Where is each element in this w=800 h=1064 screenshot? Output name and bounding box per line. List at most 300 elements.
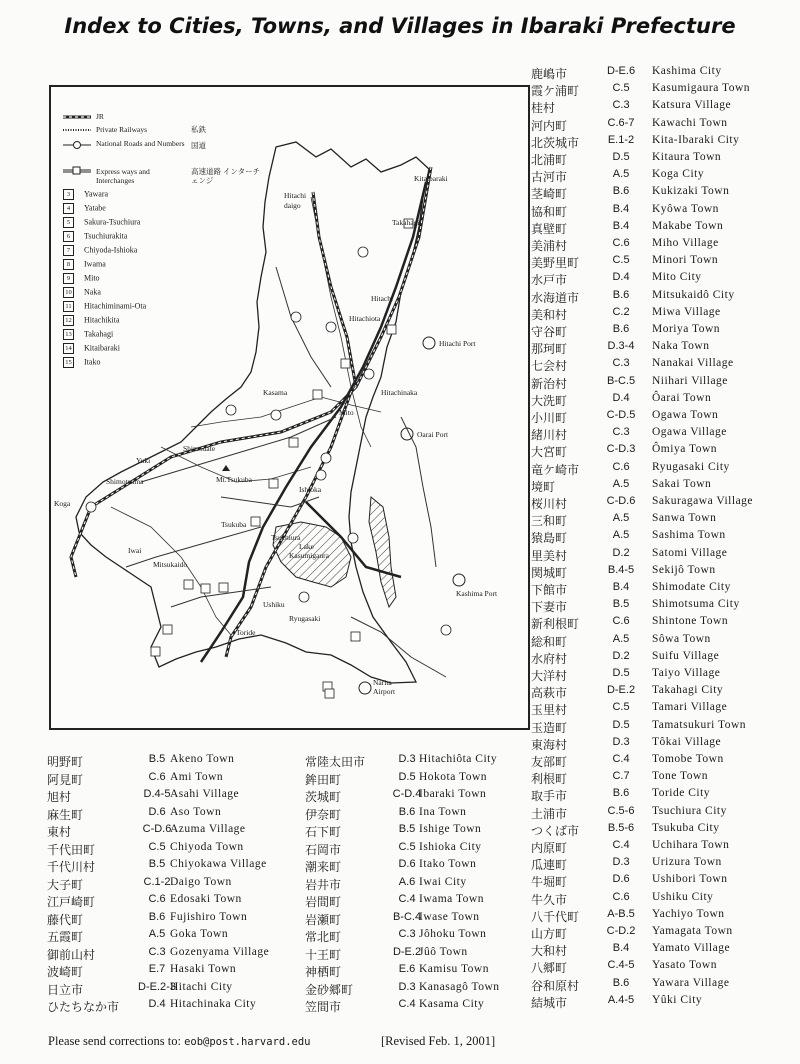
legend-national-roads: National Roads and Numbers [96, 139, 185, 148]
map-label: Shimotsuma [106, 477, 144, 486]
entry-grid-code: C.6 [612, 460, 630, 473]
entry-japanese-name: 大宮町 [531, 445, 568, 460]
entry-grid-code: D.3 [612, 856, 630, 869]
entry-japanese-name: 猿島町 [531, 531, 568, 546]
entry-grid-code: D.5 [398, 770, 416, 783]
entry-grid-code: D-E.2 [606, 684, 636, 697]
entry-english-name: Minori Town [652, 254, 719, 267]
legend-national-roads-jp: 国道 [191, 141, 206, 150]
entry-japanese-name: 水海道市 [531, 290, 580, 305]
entry-grid-code: B-C.4 [392, 910, 422, 923]
entry-japanese-name: 北浦町 [531, 153, 568, 167]
entry-english-name: Kita-Ibaraki City [652, 133, 740, 146]
entry-japanese-name: 境町 [531, 479, 556, 494]
map-label: Hitachiota [349, 314, 381, 323]
legend-interchange: 6 Tsuchiurakita [63, 231, 127, 242]
entry-japanese-name: 桂村 [531, 101, 556, 116]
entry-english-name: Aso Town [170, 805, 222, 818]
entry-japanese-name: 美和村 [531, 307, 568, 322]
entry-english-name: Mito City [652, 271, 702, 284]
entry-english-name: Fujishiro Town [170, 910, 248, 923]
entry-grid-code: B.4 [612, 942, 630, 955]
entry-grid-code: B.6 [612, 323, 630, 335]
entry-japanese-name: 千代田町 [47, 842, 96, 857]
entry-english-name: Ômiya Town [652, 443, 717, 456]
entry-english-name: Mitsukaidô City [652, 288, 735, 301]
entry-english-name: Tamatsukuri Town [652, 718, 747, 731]
entry-english-name: Naka Town [652, 340, 710, 353]
entry-japanese-name: 七会村 [531, 359, 568, 374]
entry-japanese-name: 江戸崎町 [47, 895, 96, 909]
legend-interchange: 9 Mito [63, 273, 100, 284]
entry-japanese-name: つくば市 [531, 823, 580, 838]
entry-grid-code: A.5 [612, 168, 630, 181]
entry-english-name: Chiyoda Town [170, 840, 244, 853]
map-label: daigo [284, 201, 301, 210]
entry-japanese-name: 新利根町 [531, 617, 580, 632]
entry-english-name: Jûô Town [419, 945, 468, 958]
entry-japanese-name: 大和村 [531, 944, 568, 959]
entry-japanese-name: 総和町 [531, 634, 568, 649]
legend-interchange: 4 Yatabe [63, 203, 106, 214]
entry-english-name: Shimodate City [652, 581, 731, 593]
entry-japanese-name: 利根町 [531, 772, 568, 787]
legend-jr: JR [96, 112, 104, 121]
entry-english-name: Ogawa Town [652, 409, 719, 421]
entry-english-name: Ôarai Town [652, 391, 712, 404]
entry-japanese-name: 下館市 [531, 583, 568, 597]
entry-grid-code: C.5 [612, 82, 630, 95]
entry-grid-code: B.4 [612, 219, 630, 232]
entry-grid-code: D-E.2-3 [138, 980, 176, 993]
entry-grid-code: A.5 [612, 477, 630, 490]
legend-expressways-jp: 高速道路 インターチェンジ [191, 167, 261, 185]
entry-japanese-name: 下妻市 [531, 600, 568, 615]
legend-private-railways-jp: 私鉄 [191, 125, 206, 134]
entry-english-name: Sekijô Town [652, 563, 716, 576]
entry-grid-code: C-D.5 [606, 409, 636, 421]
legend-interchange: 10 Naka [63, 287, 101, 298]
entry-english-name: Tone Town [652, 770, 709, 783]
entry-english-name: Koga City [652, 168, 705, 181]
entry-grid-code: C.7 [612, 770, 630, 783]
entry-japanese-name: 霞ケ浦町 [531, 84, 580, 99]
entry-english-name: Ushibori Town [652, 873, 728, 886]
entry-japanese-name: 山方町 [531, 927, 568, 941]
entry-grid-code: C.4 [398, 893, 416, 905]
entry-grid-code: D.2 [612, 649, 630, 662]
entry-japanese-name: 谷和原村 [531, 978, 580, 993]
entry-japanese-name: 水府村 [531, 651, 568, 666]
entry-english-name: Uchihara Town [652, 839, 730, 851]
map-label: Toride [236, 628, 256, 637]
entry-grid-code: C.3 [612, 426, 630, 439]
map-label: Shimodate [183, 444, 216, 453]
entry-japanese-name: ひたちなか市 [47, 1000, 120, 1014]
entry-english-name: Iwama Town [419, 893, 484, 905]
entry-english-name: Tomobe Town [652, 753, 724, 765]
entry-grid-code: C.6 [612, 615, 630, 628]
entry-japanese-name: 石下町 [305, 825, 342, 839]
entry-japanese-name: 千代川村 [47, 860, 96, 874]
map-label: Hitachi [371, 294, 394, 303]
entry-grid-code: C.1-2 [143, 875, 171, 888]
entry-english-name: Shintone Town [652, 615, 729, 628]
entry-japanese-name: 高萩市 [531, 686, 568, 701]
entry-japanese-name: 笠間市 [305, 1000, 342, 1014]
entry-english-name: Sôwa Town [652, 632, 711, 645]
map-label: Ryugasaki [289, 614, 321, 623]
entry-english-name: Itako Town [419, 858, 477, 870]
entry-english-name: Goka Town [170, 928, 229, 940]
map-label: Airport [373, 687, 396, 696]
entry-english-name: Jôhoku Town [419, 928, 487, 940]
entry-grid-code: A.6 [398, 875, 416, 888]
entry-english-name: Kawachi Town [652, 116, 728, 129]
entry-japanese-name: 茨城町 [305, 790, 342, 804]
entry-grid-code: B.5 [148, 858, 166, 870]
entry-japanese-name: 東海村 [531, 737, 568, 752]
entry-japanese-name: 旭村 [47, 790, 72, 804]
entry-grid-code: C.5 [398, 840, 416, 853]
entry-japanese-name: 大子町 [47, 877, 84, 892]
entry-english-name: Suifu Village [652, 649, 720, 662]
entry-grid-code: C-D.2 [606, 925, 636, 937]
entry-grid-code: A.5 [148, 928, 166, 940]
entry-grid-code: B.6 [612, 976, 630, 989]
entry-english-name: Niihari Village [652, 374, 728, 387]
entry-japanese-name: 日立市 [47, 982, 84, 997]
entry-grid-code: B.6 [612, 288, 630, 301]
entry-japanese-name: 結城市 [531, 995, 568, 1010]
entry-grid-code: C.3 [148, 945, 166, 958]
entry-english-name: Tsukuba City [652, 821, 720, 834]
map-label: Yuki [136, 456, 151, 465]
map-label: Kasumigaura [289, 551, 329, 560]
map-label: Iwai [128, 546, 142, 555]
entry-grid-code: C.5-6 [607, 804, 635, 817]
entry-japanese-name: 鉾田町 [305, 772, 342, 787]
entry-grid-code: E.1-2 [607, 133, 635, 146]
footer-revised: [Revised Feb. 1, 2001] [381, 1034, 496, 1048]
entry-english-name: Daigo Town [170, 875, 232, 888]
entry-english-name: Sakuragawa Village [652, 495, 754, 507]
entry-english-name: Yûki City [652, 993, 703, 1006]
entry-grid-code: D.5 [612, 667, 630, 679]
entry-grid-code: B.6 [398, 805, 416, 818]
entry-japanese-name: 金砂郷町 [305, 982, 354, 997]
legend-interchange: 5 Sakura-Tsuchiura [63, 217, 140, 228]
entry-japanese-name: 水戸市 [531, 273, 568, 288]
entry-grid-code: C.6 [148, 770, 166, 783]
entry-japanese-name: 古河市 [531, 170, 568, 185]
entry-grid-code: C-D.3 [606, 443, 636, 456]
entry-grid-code: D-E.6 [606, 65, 636, 77]
entry-japanese-name: 神栖町 [305, 965, 342, 979]
corrections-email: eob@post.harvard.edu [184, 1036, 311, 1048]
entry-grid-code: A.4-5 [607, 993, 635, 1006]
entry-grid-code: C.4-5 [607, 959, 635, 972]
legend-private-railways: Private Railways [96, 125, 148, 134]
entry-english-name: Satomi Village [652, 546, 728, 559]
entry-english-name: Ami Town [170, 770, 224, 783]
entry-japanese-name: 里美村 [531, 548, 568, 563]
entry-japanese-name: 真壁町 [531, 221, 568, 236]
entry-english-name: Iwase Town [419, 910, 480, 923]
entry-japanese-name: 藤代町 [47, 912, 84, 927]
entry-japanese-name: 御前山村 [47, 947, 96, 962]
entry-japanese-name: 竜ケ崎市 [531, 462, 580, 477]
entry-japanese-name: 瓜連町 [531, 858, 568, 873]
map-label: Kashima Port [456, 589, 498, 598]
entry-grid-code: C.3 [612, 99, 630, 112]
entry-english-name: Tamari Village [652, 701, 728, 714]
entry-english-name: Katsura Village [652, 99, 732, 112]
entry-grid-code: A.5 [612, 512, 630, 525]
map-label: Mito [339, 408, 354, 417]
map-label: Ushiku [263, 600, 285, 609]
entry-grid-code: B.6 [612, 185, 630, 198]
entry-japanese-name: 常陸太田市 [305, 755, 366, 769]
entry-grid-code: D.5 [612, 151, 630, 163]
entry-grid-code: C-D.6 [142, 823, 172, 835]
entry-grid-code: C.4 [612, 839, 630, 851]
entry-grid-code: B.6 [612, 787, 630, 800]
entry-grid-code: C.5 [612, 254, 630, 267]
map-label: Tsukuba [221, 520, 247, 529]
entry-english-name: Kashima City [652, 65, 722, 77]
entry-japanese-name: 緒川村 [531, 428, 568, 443]
entry-english-name: Ibaraki Town [419, 788, 487, 800]
entry-english-name: Hitachinaka City [170, 998, 257, 1010]
entry-japanese-name: 美野里町 [531, 256, 580, 271]
entry-english-name: Yachiyo Town [652, 907, 725, 920]
entry-english-name: Kyôwa Town [652, 202, 719, 215]
entry-japanese-name: 岩瀬町 [305, 912, 342, 927]
entry-japanese-name: 岩間町 [305, 895, 342, 909]
map-label: Koga [54, 499, 71, 508]
entry-grid-code: B.5 [398, 823, 416, 835]
entry-grid-code: B.4-5 [607, 563, 635, 576]
legend-interchange: 15 Itako [63, 357, 100, 368]
entry-japanese-name: 明野町 [47, 755, 84, 769]
entry-grid-code: B.4 [612, 581, 630, 593]
entry-japanese-name: 岩井市 [305, 877, 342, 892]
entry-grid-code: D.3-4 [607, 340, 635, 353]
entry-grid-code: D.5 [612, 718, 630, 731]
entry-japanese-name: 石岡市 [305, 842, 342, 857]
map-label: Hitachinaka [381, 388, 418, 397]
entry-english-name: Miwa Village [652, 305, 721, 318]
entry-grid-code: A.5 [612, 529, 630, 542]
entry-grid-code: B.5-6 [607, 821, 635, 834]
map-label: Kasama [263, 388, 288, 397]
legend-symbols [63, 117, 91, 174]
map-label: Mt.Tsukuba [216, 475, 252, 484]
entry-japanese-name: 桜川村 [531, 497, 568, 511]
entry-english-name: Ushiku City [652, 890, 714, 903]
entry-japanese-name: 十王町 [305, 947, 342, 962]
entry-english-name: Yawara Village [652, 976, 730, 989]
entry-grid-code: C.6 [148, 893, 166, 905]
entry-japanese-name: 取手市 [531, 789, 568, 804]
legend-expressways: Express ways and Interchanges [96, 167, 150, 185]
entry-english-name: Hitachiôta City [419, 753, 498, 765]
legend-interchange: 13 Takahagi [63, 329, 113, 340]
legend-interchange: 11 Hitachiminami-Ota [63, 301, 146, 312]
legend-interchange: 8 Iwama [63, 259, 106, 270]
legend-interchange: 7 Chiyoda-Ishioka [63, 245, 137, 256]
entry-grid-code: B.5 [612, 598, 630, 611]
entry-grid-code: A.5 [612, 632, 630, 645]
map-label: Ishioka [299, 485, 322, 494]
map-label: Tsuchiura [271, 533, 301, 542]
entry-english-name: Takahagi City [652, 684, 724, 697]
entry-english-name: Tôkai Village [652, 735, 722, 748]
entry-japanese-name: 協和町 [531, 204, 568, 219]
entry-japanese-name: 小川町 [531, 411, 568, 425]
footer-corrections [48, 1034, 311, 1049]
entry-grid-code: C-D.4 [392, 788, 422, 800]
entry-english-name: Edosaki Town [170, 893, 242, 905]
entry-english-name: Hitachi City [170, 980, 233, 993]
entry-japanese-name: 八千代町 [531, 909, 580, 924]
entry-english-name: Yamato Village [652, 942, 731, 955]
entry-japanese-name: 大洋村 [531, 669, 568, 683]
entry-japanese-name: 大洗町 [531, 393, 568, 408]
entry-grid-code: C.3 [398, 928, 416, 940]
entry-english-name: Kitaura Town [652, 151, 722, 163]
entry-english-name: Tsuchiura City [652, 804, 727, 817]
entry-english-name: Kasama City [419, 998, 485, 1010]
entry-english-name: Sashima Town [652, 529, 726, 542]
entry-japanese-name: 麻生町 [47, 807, 84, 822]
national-roads [126, 267, 449, 677]
entry-japanese-name: 玉造町 [531, 720, 568, 735]
entry-japanese-name: 牛久市 [531, 892, 568, 907]
map-label: Hitachi [284, 191, 307, 200]
entry-grid-code: C.4 [398, 998, 416, 1010]
entry-english-name: Asahi Village [170, 788, 240, 800]
entry-grid-code: B-C.5 [606, 374, 636, 387]
entry-grid-code: C.6-7 [607, 116, 635, 129]
legend-interchange: 12 Hitachikita [63, 315, 120, 326]
entry-english-name: Iwai City [419, 875, 467, 888]
entry-japanese-name: 玉里村 [531, 703, 568, 718]
entry-english-name: Sanwa Town [652, 512, 717, 525]
entry-grid-code: D.4 [612, 391, 630, 404]
entry-english-name: Moriya Town [652, 323, 721, 335]
entry-english-name: Gozenyama Village [170, 945, 270, 958]
entry-japanese-name: 鹿嶋市 [531, 67, 568, 81]
entry-japanese-name: 守谷町 [531, 325, 568, 339]
map-label: Narita [373, 678, 392, 687]
entry-english-name: Ishige Town [419, 823, 482, 835]
entry-grid-code: B.6 [148, 910, 166, 923]
entry-english-name: Urizura Town [652, 856, 722, 869]
entry-english-name: Kukizaki Town [652, 185, 730, 198]
entry-grid-code: C-D.6 [606, 495, 636, 507]
entry-japanese-name: 東村 [47, 825, 72, 839]
entry-japanese-name: 友部町 [531, 755, 568, 769]
entry-japanese-name: 伊奈町 [305, 807, 342, 822]
map-label: Lake [299, 542, 314, 551]
map-label: Kitaibaraki [414, 174, 448, 183]
corrections-label: Please send corrections to: [48, 1034, 181, 1048]
entry-japanese-name: 新治村 [531, 376, 568, 391]
entry-grid-code: D.4-5 [143, 788, 171, 800]
entry-english-name: Ina Town [419, 805, 467, 818]
entry-grid-code: D.3 [398, 753, 416, 765]
entry-english-name: Sakai Town [652, 477, 712, 490]
entry-japanese-name: 北茨城市 [531, 135, 580, 150]
entry-grid-code: C.4 [612, 753, 630, 765]
entry-grid-code: C.5 [612, 701, 630, 714]
entry-english-name: Azuma Village [170, 823, 246, 835]
entry-english-name: Hokota Town [419, 770, 488, 783]
entry-japanese-name: 那珂町 [531, 342, 568, 357]
entry-english-name: Kanasagô Town [419, 980, 500, 993]
entry-english-name: Ishioka City [419, 840, 482, 853]
entry-japanese-name: 内原町 [531, 841, 568, 855]
entry-grid-code: C.2 [612, 305, 630, 318]
entry-english-name: Taiyo Village [652, 667, 721, 679]
entry-english-name: Chiyokawa Village [170, 858, 267, 870]
entry-grid-code: D.3 [398, 980, 416, 993]
entry-japanese-name: 牛堀町 [531, 875, 568, 890]
entry-japanese-name: 五霞町 [47, 930, 84, 944]
entry-japanese-name: 美浦村 [531, 239, 568, 253]
entry-japanese-name: 波崎町 [47, 965, 84, 979]
entry-english-name: Yamagata Town [652, 925, 733, 937]
legend-interchange: 14 Kitaibaraki [63, 343, 120, 354]
entry-grid-code: D.2 [612, 546, 630, 559]
entry-grid-code: D.4 [612, 271, 630, 284]
entry-english-name: Makabe Town [652, 219, 724, 232]
entry-japanese-name: 土浦市 [531, 806, 568, 821]
legend-interchange: 3 Yawara [63, 189, 108, 200]
entry-english-name: Nanakai Village [652, 357, 734, 370]
entry-english-name: Hasaki Town [170, 963, 237, 975]
entry-english-name: Miho Village [652, 237, 719, 249]
entry-english-name: Ryugasaki City [652, 460, 730, 473]
entry-japanese-name: 三和町 [531, 514, 568, 529]
map-label: Oarai Port [417, 430, 449, 439]
entry-japanese-name: 茎崎町 [531, 187, 568, 202]
entry-english-name: Kasumigaura Town [652, 82, 751, 95]
entry-grid-code: C.5 [148, 840, 166, 853]
entry-english-name: Kamisu Town [419, 963, 489, 975]
lake-kitaura [369, 497, 396, 607]
entry-grid-code: D.6 [398, 858, 416, 870]
entry-japanese-name: 河内町 [531, 118, 568, 133]
entry-japanese-name: 常北町 [305, 930, 342, 944]
mt-tsukuba-marker [222, 465, 230, 471]
entry-grid-code: B.5 [148, 753, 166, 765]
entry-grid-code: E.7 [148, 963, 166, 975]
entry-grid-code: C.3 [612, 357, 630, 370]
entry-grid-code: D.6 [612, 873, 630, 886]
entry-english-name: Ogawa Village [652, 426, 727, 439]
entry-japanese-name: 八郷町 [531, 961, 568, 976]
entry-grid-code: C.6 [612, 890, 630, 903]
entry-japanese-name: 阿見町 [47, 772, 84, 787]
page-title: Index to Cities, Towns, and Villages in Ibaraki Prefecture [64, 14, 736, 38]
entry-grid-code: D.6 [148, 805, 166, 818]
prefecture-map [49, 85, 530, 730]
map-label: Mitsukaido [153, 560, 188, 569]
entry-japanese-name: 関城町 [531, 565, 568, 580]
